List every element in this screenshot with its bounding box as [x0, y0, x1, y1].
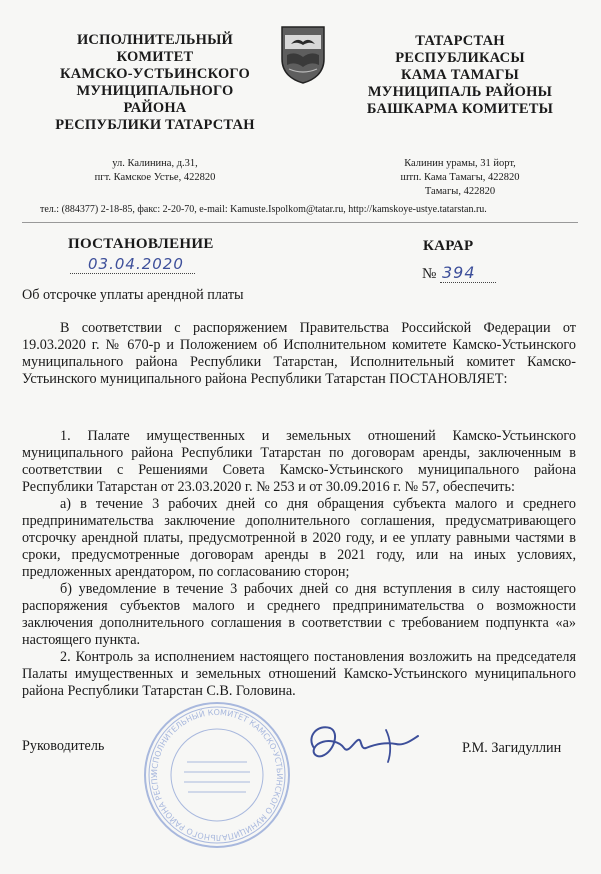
preamble-text: В соответствии с распоряжением Правительства Российской Федерации от 19.03.2020 г. № 670-р и Положением об Исполнительном комитете Камско-Устьинского муниципального района Республики Татарстан, Исполнительный комитет Камско-Устьинского муниципального района Республики Татарстан ПОСТАНОВЛЯЕТ: [22, 320, 576, 387]
header-left-address [55, 157, 255, 185]
header-left-line: КАМСКО-УСТЬИНСКОГО [60, 66, 250, 82]
doc-type-left: ПОСТАНОВЛЕНИЕ [68, 236, 214, 252]
signatory-name: Р.М. Загидуллин [462, 740, 562, 756]
date-underline [70, 273, 195, 274]
doc-type-right: КАРАР [423, 238, 474, 254]
address-line: Тамагы, 422820 [424, 186, 496, 197]
decree-items [22, 428, 576, 700]
header-right-address [360, 157, 560, 199]
header-left-line: КОМИТЕТ [116, 49, 194, 65]
contacts-line: тел.: (884377) 2-18-85, факс: 2-20-70, e-mail: Kamuste.Ispolkom@tatar.ru, http://kamskoye-ustye.tatarstan.ru. [40, 204, 487, 215]
header-right-line: КАМА ТАМАГЫ [400, 67, 519, 83]
address-line: штп. Кама Тамагы, 422820 [400, 172, 520, 183]
header-right-line: ТАТАРСТАН [415, 33, 505, 49]
number-underline [440, 282, 496, 283]
header-right-line: МУНИЦИПАЛЬ РАЙОНЫ [367, 84, 553, 100]
header-left-line: РАЙОНА [123, 100, 187, 116]
header-left [30, 32, 280, 134]
header-right-line: БАШКАРМА КОМИТЕТЫ [366, 101, 554, 117]
subject: Об отсрочке уплаты арендной платы [22, 287, 244, 303]
item-1b: б) уведомление в течение 3 рабочих дней со дня вступления в силу настоящего распоряжения субъектов малого и среднего предпринимательства о возможности заключения дополнительного соглашения в соответствии с требованием подпункта «а» настоящего пункта. [22, 581, 576, 648]
number-handwritten: 394 [442, 263, 476, 282]
header-divider [22, 222, 578, 223]
header-right [345, 33, 575, 118]
preamble [22, 320, 576, 388]
item-2: 2. Контроль за исполнением настоящего постановления возложить на председателя Палаты имущественных и земельных отношений Камско-Устьинского муниципального района Республики Татарстан С.В. Головина. [22, 649, 576, 699]
item-1a: а) в течение 3 рабочих дней со дня обращения субъекта малого и среднего предпринимательства заключение дополнительного соглашения, предусматривающего отсрочку арендной платы, предусмотренной в 2020 году, и ее уплату равными частями в сроки, предусмотренные договорам аренды в 2021 году, или на иных условиях, предложенных арендатором, по согласованию сторон; [22, 496, 576, 580]
header-left-line: РЕСПУБЛИКИ ТАТАРСТАН [55, 117, 255, 133]
item-1: 1. Палате имущественных и земельных отношений Камско-Устьинского муниципального района Республики Татарстан по договорам аренды, заключенным в соответствии с Решениями Совета Камско-Устьинского муниципального района Республики Татарстан от 23.03.2020 г. № 253 и от 30.09.2016 г. № 57, обеспечить: [22, 428, 576, 495]
coat-of-arms-icon [279, 25, 327, 85]
official-stamp [142, 700, 292, 850]
header-left-line: МУНИЦИПАЛЬНОГО [76, 83, 234, 99]
handwritten-signature [300, 718, 430, 768]
address-line: Калинин урамы, 31 йорт, [404, 158, 516, 169]
address-line: ул. Калинина, д.31, [112, 158, 198, 169]
date-handwritten: 03.04.2020 [88, 255, 184, 273]
signatory-position: Руководитель [22, 738, 105, 754]
header-left-line: ИСПОЛНИТЕЛЬНЫЙ [76, 32, 234, 48]
number-prefix: № [422, 266, 437, 282]
header-right-line: РЕСПУБЛИКАСЫ [395, 50, 525, 66]
address-line: пгт. Камское Устье, 422820 [94, 172, 216, 183]
stamp-text: ИСПОЛНИТЕЛЬНЫЙ КОМИТЕТ КАМСКО-УСТЬИНСКОГО МУНИЦИПАЛЬНОГО РАЙОНА РЕСПУ [149, 707, 285, 843]
